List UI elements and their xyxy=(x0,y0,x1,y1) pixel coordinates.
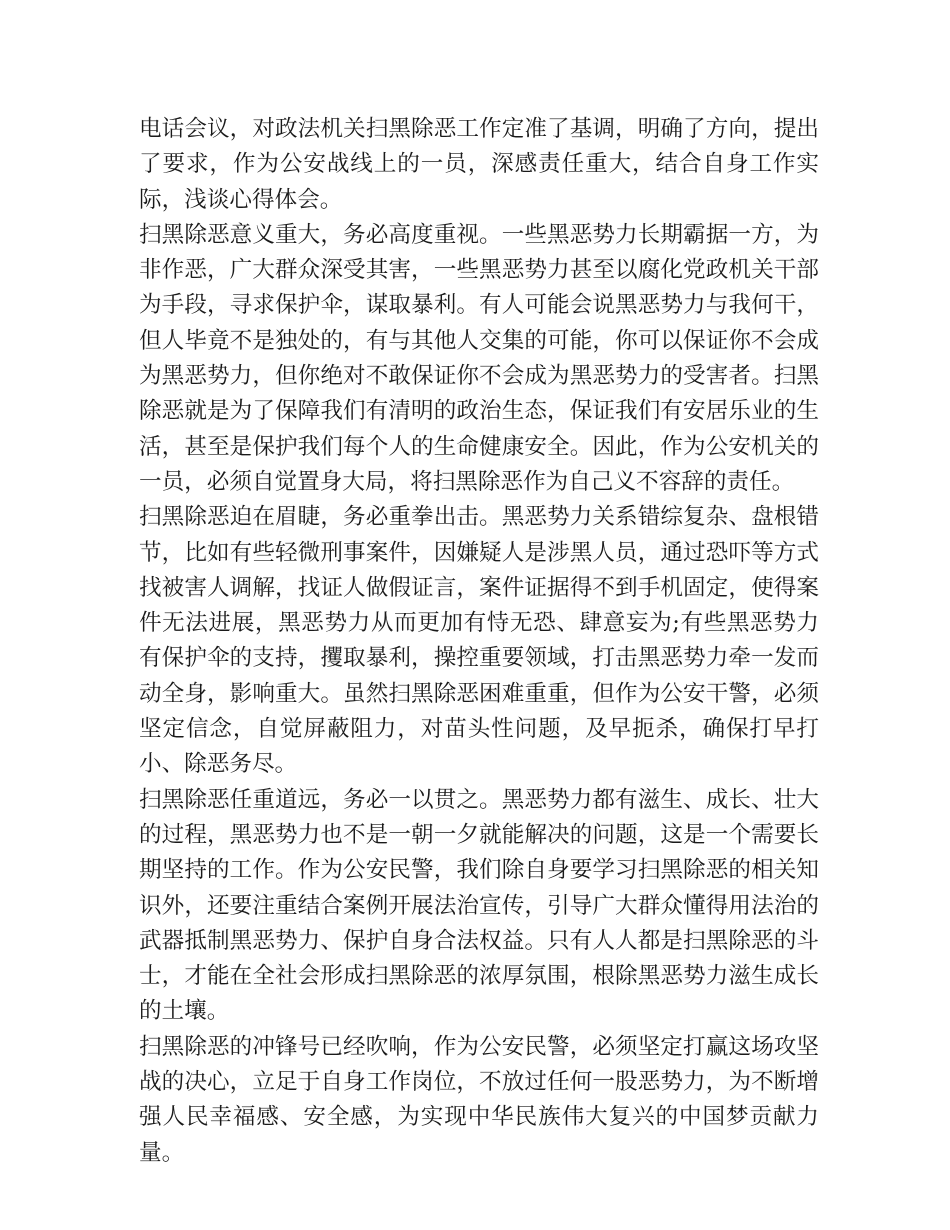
document-body xyxy=(139,112,819,1171)
paragraph-urgency: 扫黑除恶迫在眉睫，务必重拳出击。黑恶势力关系错综复杂、盘根错节，比如有些轻微刑事案件，因嫌疑人是涉黑人员，通过恐吓等方式找被害人调解，找证人做假证言，案件证据得不到手机固定，使得案件无法进展，黑恶势力从而更加有恃无恐、肆意妄为;有些黑恶势力有保护伞的支持，攫取暴利，操控重要领域，打击黑恶势力牵一发而动全身，影响重大。虽然扫黑除恶困难重重，但作为公安干警，必须坚定信念，自觉屏蔽阻力，对苗头性问题，及早扼杀，确保打早打小、除恶务尽。 xyxy=(139,504,819,778)
paragraph-significance: 扫黑除恶意义重大，务必高度重视。一些黑恶势力长期霸据一方，为非作恶，广大群众深受其害，一些黑恶势力甚至以腐化党政机关干部为手段，寻求保护伞，谋取暴利。有人可能会说黑恶势力与我何干，但人毕竟不是独处的，有与其他人交集的可能，你可以保证你不会成为黑恶势力，但你绝对不敢保证你不会成为黑恶势力的受害者。扫黑除恶就是为了保障我们有清明的政治生态，保证我们有安居乐业的生活，甚至是保护我们每个人的生命健康安全。因此，作为公安机关的一员，必须自觉置身大局，将扫黑除恶作为自己义不容辞的责任。 xyxy=(139,221,819,495)
paragraph-conclusion: 扫黑除恶的冲锋号已经吹响，作为公安民警，必须坚定打赢这场攻坚战的决心，立足于自身工作岗位，不放过任何一股恶势力，为不断增强人民幸福感、安全感，为实现中华民族伟大复兴的中国梦贡献力量。 xyxy=(139,1033,819,1166)
paragraph-intro: 电话会议，对政法机关扫黑除恶工作定准了基调，明确了方向，提出了要求，作为公安战线上的一员，深感责任重大，结合自身工作实际，浅谈心得体会。 xyxy=(139,116,819,213)
paragraph-long-term: 扫黑除恶任重道远，务必一以贯之。黑恶势力都有滋生、成长、壮大的过程，黑恶势力也不是一朝一夕就能解决的问题，这是一个需要长期坚持的工作。作为公安民警，我们除自身要学习扫黑除恶的相关知识外，还要注重结合案例开展法治宣传，引导广大群众懂得用法治的武器抵制黑恶势力、保护自身合法权益。只有人人都是扫黑除恶的斗士，才能在全社会形成扫黑除恶的浓厚氛围，根除黑恶势力滋生成长的土壤。 xyxy=(139,786,819,1025)
